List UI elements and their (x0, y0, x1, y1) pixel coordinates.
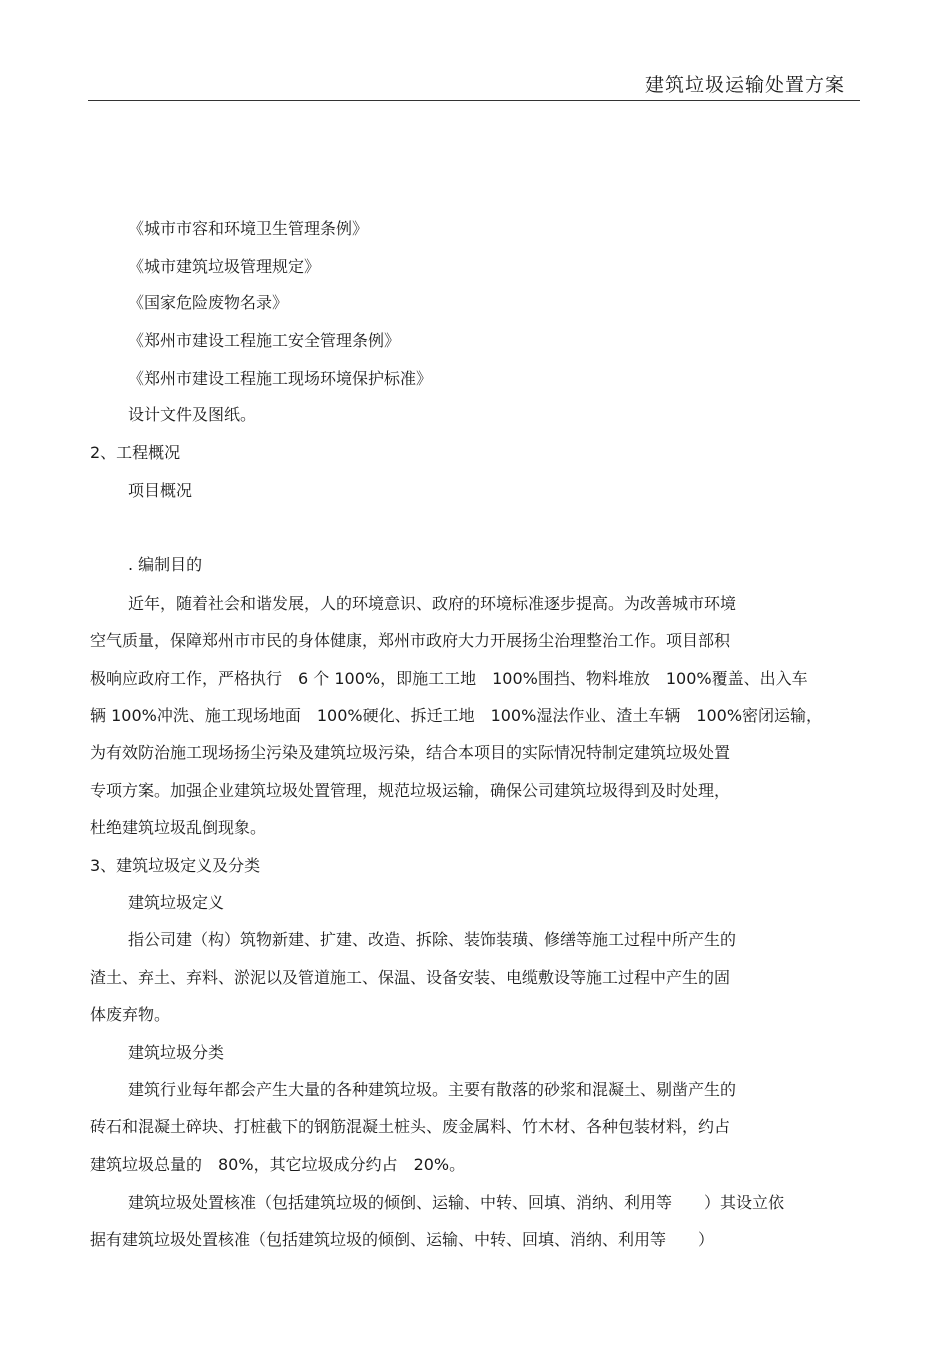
paragraph-line: 指公司建（构）筑物新建、扩建、改造、拆除、装饰装璜、修缮等施工过程中所产生的 (128, 930, 737, 949)
paragraph-line: 极响应政府工作，严格执行 6 个 100%，即施工工地 100%围挡、物料堆放 100%覆盖、出入车 (90, 669, 808, 688)
subsection-heading: 建筑垃圾分类 (128, 1043, 225, 1062)
reference-line: 设计文件及图纸。 (128, 405, 257, 424)
subsection-heading: 建筑垃圾定义 (128, 893, 225, 912)
paragraph-line: 杜绝建筑垃圾乱倒现象。 (90, 818, 267, 837)
section-heading: 3、建筑垃圾定义及分类 (90, 856, 261, 875)
paragraph-line: 建筑行业每年都会产生大量的各种建筑垃圾。主要有散落的砂浆和混凝土、剔凿产生的 (128, 1080, 737, 1099)
reference-line: 《国家危险废物名录》 (128, 293, 289, 312)
paragraph-line: 据有建筑垃圾处置核准（包括建筑垃圾的倾倒、运输、中转、回填、消纳、利用等 ） (90, 1230, 715, 1249)
reference-line: 《郑州市建设工程施工现场环境保护标准》 (128, 369, 433, 388)
paragraph-line: 建筑垃圾总量的 80%，其它垃圾成分约占 20%。 (90, 1155, 466, 1174)
subsection-heading: . 编制目的 (128, 555, 203, 574)
subsection-heading: 项目概况 (128, 481, 193, 500)
paragraph-line: 体废弃物。 (90, 1005, 171, 1024)
paragraph-line: 为有效防治施工现场扬尘污染及建筑垃圾污染，结合本项目的实际情况特制定建筑垃圾处置 (90, 743, 731, 762)
header-title: 建筑垃圾运输处置方案 (644, 74, 845, 96)
paragraph-line: 渣土、弃土、弃料、淤泥以及管道施工、保温、设备安装、电缆敷设等施工过程中产生的固 (90, 968, 731, 987)
paragraph-line: 近年，随着社会和谐发展，人的环境意识、政府的环境标准逐步提高。为改善城市环境 (128, 594, 737, 613)
paragraph-line: 砖石和混凝土碎块、打桩截下的钢筋混凝土桩头、废金属料、竹木材、各种包装材料，约占 (90, 1117, 731, 1136)
header-rule (88, 100, 860, 101)
paragraph-line: 专项方案。加强企业建筑垃圾处置管理，规范垃圾运输，确保公司建筑垃圾得到及时处理， (90, 781, 731, 800)
reference-line: 《城市市容和环境卫生管理条例》 (128, 219, 369, 238)
reference-line: 《郑州市建设工程施工安全管理条例》 (128, 331, 401, 350)
paragraph-line: 建筑垃圾处置核准（包括建筑垃圾的倾倒、运输、中转、回填、消纳、利用等 ）其设立依 (128, 1193, 785, 1212)
section-heading: 2、工程概况 (90, 443, 181, 462)
reference-line: 《城市建筑垃圾管理规定》 (128, 257, 321, 276)
paragraph-line: 辆 100%冲洗、施工现场地面 100%硬化、拆迁工地 100%湿法作业、渣土车辆 100%密闭运输， (90, 706, 823, 725)
paragraph-line: 空气质量，保障郑州市市民的身体健康，郑州市政府大力开展扬尘治理整治工作。项目部积 (90, 631, 731, 650)
